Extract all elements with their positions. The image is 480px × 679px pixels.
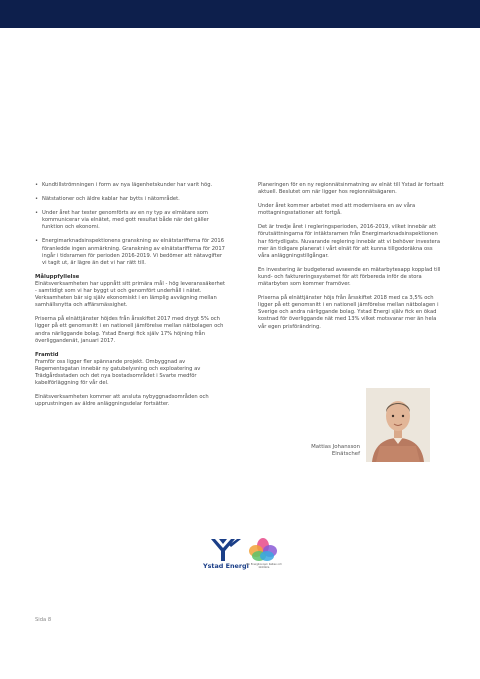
right-column (258, 182, 445, 338)
paragraph: En investering är budgeterad avseende en mätarbytesapp kopplad till kund- och faktureringssystemet för att förbereda inför de stora mätarbyten som kommer framöver. (258, 266, 441, 288)
future-paragraph-2: Elnätsverksamheten kommer att ansluta nybyggnadsområden och upprustningen av äldre anläggningsdelar fortsätter. (35, 394, 209, 408)
portrait-photo (366, 388, 430, 462)
bullet-item: • Kundtillströmningen i form av nya lägenhetskunder har varit hög. (35, 182, 227, 189)
future-paragraph: Framför oss ligger fler spännande projekt. Ombyggnad av Regementsgatan innebär ny gatubelysning och exploatering av Trädgårdsstaden och det nya bostadsområdet i Svarte medför kabelförläggning för vår del. (35, 358, 201, 387)
bullet-item: • Energimarknadsinspektionens granskning av elnätstarifferna för 2016 föranledde ingen anmärkning. Granskning av elnätstarifferna för 2017 ingår i tidsramen för perioden 2016-2019. Vi bedömer att nätavgifter vi tagit ut, är lägre än det vi har rätt till. (35, 238, 227, 266)
bullet-item: • Nätstationer och äldre kablar har bytts i nätområdet. (35, 196, 227, 203)
flower-logo-caption: Din Energikoncern Kalkan och Glimåkra (246, 563, 282, 569)
header-band (0, 0, 480, 28)
bullet-item: • Under året har tester genomförts av en ny typ av elmätare som kommunicerar via elnätet, med gott resultat både när det gäller funktion och ekonomi. (35, 210, 227, 231)
paragraph: Priserna på elnättjänster höjs från årsskiftet 2018 med ca 3,5% och ligger på ett genomsnitt i en nationell jämförelse mellan nätbolagen i Sverige och andra närliggande bolag. Ystad Energi själv fick en ökad kostnad för överliggande nät med 13% vilket motsvarar mer än hela vår egen prisförändring. (258, 295, 439, 330)
paragraph: Planeringen för en ny regionnätsinmatning av elnät till Ystad är fortsatt aktuell. Beslutet om när ligger hos regionnätsägaren. (258, 182, 444, 196)
ystad-energi-wordmark: Ystad Energi (203, 562, 249, 570)
goal-heading: Måluppfyllelse (35, 273, 80, 280)
price-paragraph: Priserna på elnättjänster höjdes från årsskiftet 2017 med drygt 5% och ligger på ett genomsnitt i en nationell jämförelse mellan nätbolagen och andra närliggande bolag. Ystad Energi fick själv 17% höjning från överliggandenät, januari 2017. (35, 316, 224, 344)
page-number: Sida 8 (35, 617, 52, 623)
paragraph: Under året kommer arbetet med att modernisera en av våra mottagningsstationer att fortgå. (258, 203, 416, 217)
signature-name: Mattias Johansson (311, 444, 360, 450)
bullet-list (35, 182, 227, 267)
goal-paragraph: Elnätsverksamheten har uppnått sitt primära mål - hög leveranssäkerhet - samtidigt som vi har byggt ut och genomfört underhåll i nätet. Verksamheten bär sig själv ekonomiskt i en lämplig avvägning mellan samhällsnytta och affärsmässighet. (35, 280, 226, 309)
future-heading: Framtid (35, 351, 59, 358)
portrait-illustration (366, 388, 430, 462)
paragraph: Det är tredje året i regleringsperioden, 2016-2019, vilket innebär att förutsättningarna för intäktsramen från Energimarknadsinspektionen har förtydligats. Nuvarande reglering innebär att vi behöver investera mer än tidigare planerat i vårt elnät för att kunna tillgodoräkna oss våra anläggningstillgångar. (258, 224, 440, 259)
left-column (35, 182, 227, 415)
signature (300, 444, 360, 458)
future-section (35, 352, 227, 409)
signature-title: Elnätschef (331, 451, 360, 458)
goal-section (35, 274, 227, 345)
